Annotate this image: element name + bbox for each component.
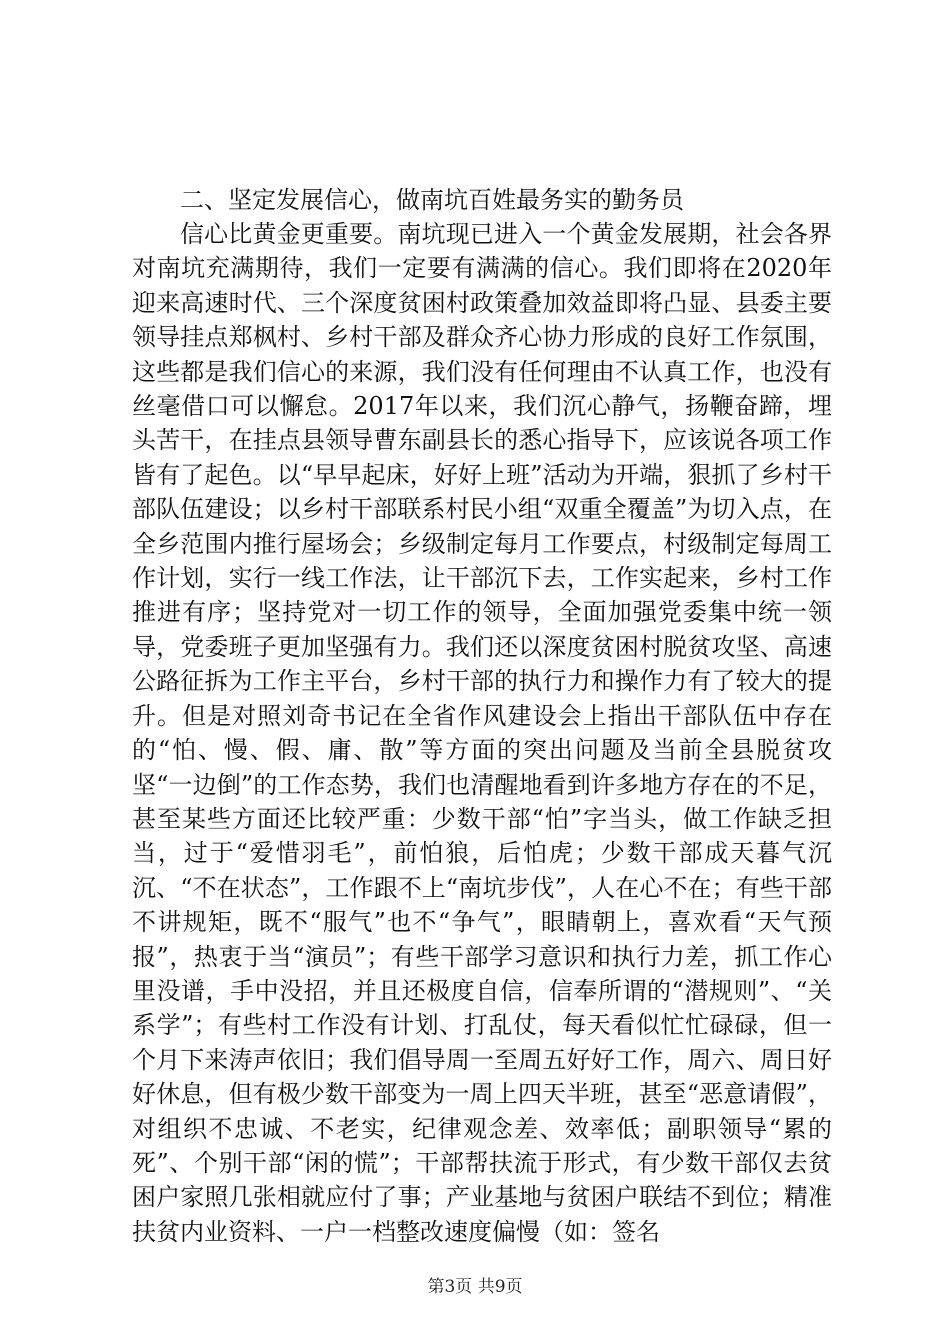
section-heading: 二、坚定发展信心，做南坑百姓最务实的勤务员 [180, 186, 684, 214]
page-footer: 第3页 共9页 [427, 1277, 523, 1297]
body-paragraph: 信心比黄金更重要。南坑现已进入一个黄金发展期，社会各界对南坑充满期待，我们一定要有满满的信心。我们即将在2020年迎来高速时代、三个深度贫困村政策叠加效益即将凸显、县委主要领导挂点郑枫村、乡村干部及群众齐心协力形成的良好工作氛围，这些都是我们信心的来源，我们没有任何理由不认真工作，也没有丝毫借口可以懈怠。2017年以来，我们沉心静气，扬鞭奋蹄，埋头苦干，在挂点县领导曹东副县长的悉心指导下，应该说各项工作皆有了起色。以“早早起床，好好上班”活动为开端，狠抓了乡村干部队伍建设；以乡村干部联系村民小组“双重全覆盖”为切入点，在全乡范围内推行屋场会；乡级制定每月工作要点，村级制定每周工作计划，实行一线工作法，让干部沉下去，工作实起来，乡村工作推进有序；坚持党对一切工作的领导，全面加强党委集中统一领导，党委班子更加坚强有力。我们还以深度贫困村脱贫攻坚、高速公路征拆为工作主平台，乡村干部的执行力和操作力有了较大的提升。但是对照刘奇书记在全省作风建设会上指出干部队伍中存在的“怕、慢、假、庸、散”等方面的突出问题及当前全县脱贫攻坚“一边倒”的工作态势，我们也清醒地看到许多地方存在的不足，甚至某些方面还比较严重：少数干部“怕”字当头，做工作缺乏担当，过于“爱惜羽毛”，前怕狼，后怕虎；少数干部成天暮气沉沉、“不在状态”，工作跟不上“南坑步伐”，人在心不在；有些干部不讲规矩，既不“服气”也不“争气”，眼睛朝上，喜欢看“天气预报”，热衷于当“演员”；有些干部学习意识和执行力差，抓工作心里没谱，手中没招，并且还极度自信，信奉所谓的“潜规则”、“关系学”；有些村工作没有计划、打乱仗，每天看似忙忙碌碌，但一个月下来涛声依旧；我们倡导周一至周五好好工作，周六、周日好好休息，但有极少数干部变为一周上四天半班，甚至“恶意请假”，对组织不忠诚、不老实，纪律观念差、效率低；副职领导“累的死”、个别干部“闲的慌”；干部帮扶流于形式，有少数干部仅去贫困户家照几张相就应付了事；产业基地与贫困户联结不到位；精准扶贫内业资料、一户一档整改速度偏慢（如：签名 [132, 220, 832, 1246]
